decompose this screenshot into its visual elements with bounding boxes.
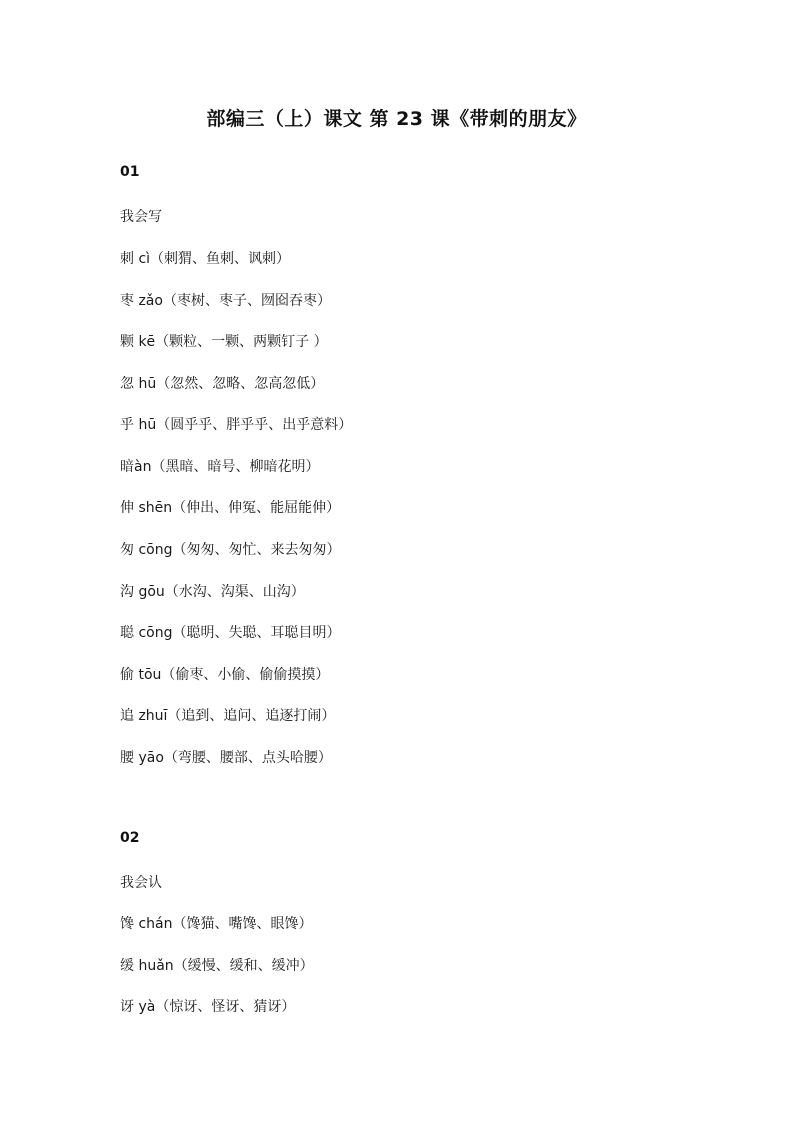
list-item: 匆 cōng（匆匆、匆忙、来去匆匆） [120,542,341,558]
list-item: 馋 chán（馋猫、嘴馋、眼馋） [120,916,313,932]
list-item: 伸 shēn（伸出、伸冤、能屈能伸） [120,500,341,516]
section-heading: 我会认 [120,875,162,891]
list-item: 缓 huǎn（缓慢、缓和、缓冲） [120,958,314,974]
list-item: 乎 hū（圆乎乎、胖乎乎、出乎意料） [120,417,353,433]
list-item: 忽 hū（忽然、忽略、忽高忽低） [120,376,325,392]
section-number: 01 [120,164,140,180]
list-item: 聪 cōng（聪明、失聪、耳聪目明） [120,625,341,641]
list-item: 枣 zǎo（枣树、枣子、囫囵吞枣） [120,293,331,309]
list-item: 刺 cì（刺猬、鱼刺、讽刺） [120,251,291,267]
list-item: 颗 kē（颗粒、一颗、两颗钉子 ） [120,334,328,350]
list-item: 讶 yà（惊讶、怪讶、猜讶） [120,999,296,1015]
list-item: 偷 tōu（偷枣、小偷、偷偷摸摸） [120,667,330,683]
section-heading: 我会写 [120,209,162,225]
section-number: 02 [120,830,140,846]
list-item: 腰 yāo（弯腰、腰部、点头哈腰） [120,750,332,766]
list-item: 追 zhuī（追到、追问、追逐打闹） [120,708,336,724]
list-item: 沟 gōu（水沟、沟渠、山沟） [120,584,305,600]
page-title: 部编三（上）课文 第 23 课《带刺的朋友》 [206,108,587,130]
list-item: 暗àn（黑暗、暗号、柳暗花明） [120,459,320,475]
